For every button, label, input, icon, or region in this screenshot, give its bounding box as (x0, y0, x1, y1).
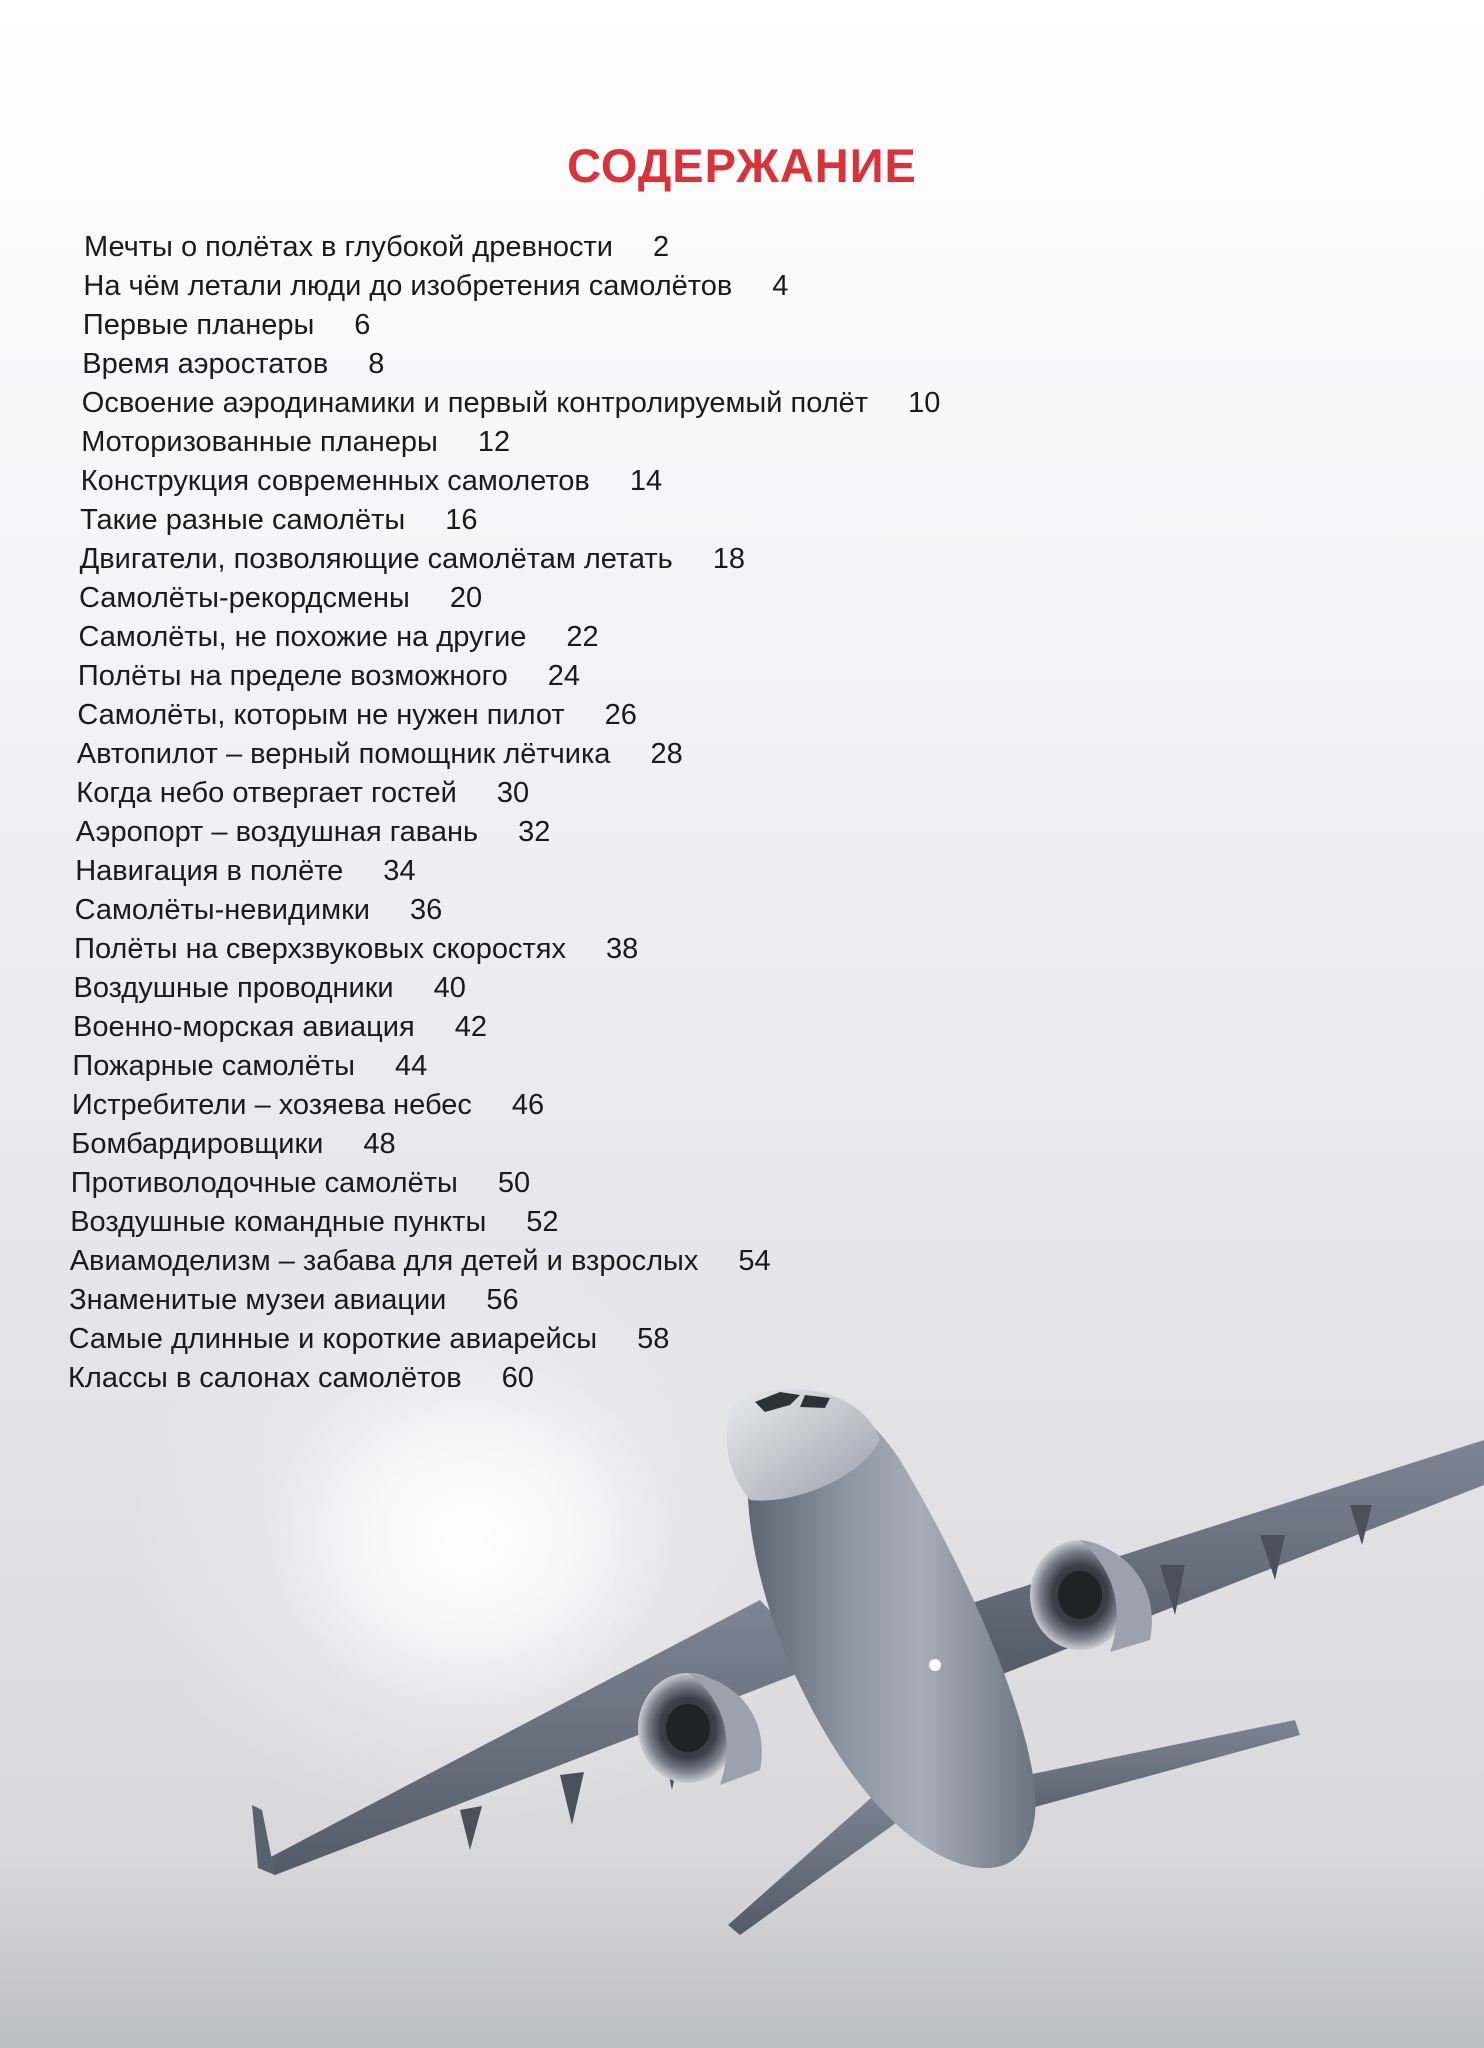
toc-entry-page-number: 10 (908, 387, 941, 419)
toc-entry (79, 618, 1139, 657)
toc-entry-page-number: 50 (497, 1167, 531, 1199)
toc-entry-title: Бомбардировщики (71, 1128, 324, 1160)
toc-entry (72, 1047, 1132, 1086)
toc-entry-title: Самолёты-невидимки (74, 894, 370, 926)
toc-entry-title: Двигатели, позволяющие самолётам летать (79, 543, 673, 575)
toc-entry-page-number: 16 (445, 504, 478, 536)
toc-entry-page-number: 28 (650, 738, 683, 770)
toc-entry (77, 696, 1137, 735)
toc-entry (78, 657, 1138, 696)
toc-entry-title: Такие разные самолёты (80, 504, 406, 536)
toc-entry (70, 1203, 1130, 1242)
toc-entry-page-number: 22 (566, 621, 599, 653)
toc-entry (71, 1164, 1131, 1203)
toc-entry (82, 384, 1142, 423)
toc-entry-title: Самые длинные и короткие авиарейсы (68, 1323, 598, 1355)
toc-entry (71, 1125, 1131, 1164)
page-title: СОДЕРЖАНИЕ (567, 139, 917, 192)
toc-entry (82, 345, 1142, 384)
toc-entry (81, 423, 1141, 462)
toc-entry-title: Истребители – хозяева небес (71, 1089, 472, 1121)
toc-entry-page-number: 42 (454, 1011, 487, 1043)
toc-entry-page-number: 6 (354, 309, 371, 341)
toc-entry (75, 891, 1135, 930)
toc-entry-page-number: 36 (409, 894, 443, 926)
toc-entry (77, 735, 1137, 774)
toc-entry-page-number: 60 (501, 1362, 534, 1394)
toc-entry (76, 813, 1136, 852)
toc-entry-title: Противолодочные самолёты (70, 1167, 458, 1199)
toc-entry-page-number: 30 (496, 777, 530, 809)
toc-entry-page-number: 14 (629, 465, 663, 497)
toc-entry (70, 1242, 1130, 1281)
toc-entry-title: На чём летали люди до изобретения самолётов (83, 270, 733, 302)
toc-entry-page-number: 58 (637, 1323, 670, 1355)
toc-entry-title: Моторизованные планеры (81, 426, 438, 458)
toc-entry (84, 228, 1144, 267)
toc-entry-title: Полёты на пределе возможного (77, 660, 508, 692)
toc-entry (80, 501, 1140, 540)
toc-entry-page-number: 34 (383, 855, 416, 887)
toc-entry (75, 852, 1135, 891)
toc-entry-title: Когда небо отвергает гостей (76, 777, 457, 809)
toc-entry (73, 1008, 1133, 1047)
toc-entry (79, 579, 1139, 618)
toc-entry (74, 930, 1134, 969)
toc-entry (69, 1320, 1129, 1359)
toc-entry (69, 1281, 1129, 1320)
toc-entry-title: Авиамоделизм – забава для детей и взрослых (69, 1245, 699, 1277)
toc-entry-page-number: 38 (605, 933, 639, 965)
toc-entry-page-number: 26 (604, 699, 637, 731)
toc-entry-page-number: 18 (712, 543, 746, 575)
toc-entry-page-number: 2 (653, 231, 670, 263)
toc-entry-title: Навигация в полёте (75, 855, 344, 887)
toc-entry (72, 1086, 1132, 1125)
toc-entry-page-number: 8 (368, 348, 385, 380)
toc-entry-page-number: 56 (486, 1284, 519, 1316)
toc-entry-title: Аэропорт – воздушная гавань (75, 816, 479, 848)
toc-entry-title: Самолёты-рекордсмены (79, 582, 410, 614)
toc-entry-page-number: 4 (772, 270, 789, 302)
toc-entry-title: Конструкция современных самолетов (80, 465, 590, 497)
toc-entry-title: Освоение аэродинамики и первый контролируемый полёт (81, 387, 869, 419)
toc-entry-title: Пожарные самолёты (72, 1050, 355, 1082)
toc-entry-title: Военно-морская авиация (73, 1011, 415, 1043)
table-of-contents (68, 228, 1144, 1398)
toc-entry-page-number: 40 (433, 972, 466, 1004)
toc-entry-page-number: 12 (477, 426, 511, 458)
toc-entry-title: Классы в салонах самолётов (68, 1362, 462, 1394)
toc-entry-title: Первые планеры (82, 309, 315, 341)
toc-entry-title: Время аэростатов (82, 348, 329, 380)
toc-entry-page-number: 32 (518, 816, 551, 848)
toc-entry-page-number: 24 (547, 660, 580, 692)
toc-entry-title: Самолёты, не похожие на другие (78, 621, 527, 653)
toc-entry (83, 306, 1143, 345)
toc-entry-page-number: 46 (511, 1089, 545, 1121)
toc-entry-title: Мечты о полётах в глубокой древности (84, 231, 614, 263)
toc-entry-page-number: 54 (738, 1245, 771, 1277)
toc-entry-title: Знаменитые музеи авиации (69, 1284, 447, 1316)
toc-entry-page-number: 48 (363, 1128, 396, 1160)
toc-entry (68, 1359, 1128, 1398)
toc-entry-title: Самолёты, которым не нужен пилот (77, 699, 565, 731)
toc-entry-page-number: 52 (526, 1206, 559, 1238)
toc-entry-title: Воздушные командные пункты (70, 1206, 487, 1238)
toc-entry (83, 267, 1143, 306)
toc-entry-title: Автопилот – верный помощник лётчика (76, 738, 611, 770)
toc-entry (80, 540, 1140, 579)
toc-entry (81, 462, 1141, 501)
toc-entry (76, 774, 1136, 813)
toc-entry (74, 969, 1134, 1008)
toc-entry-page-number: 20 (449, 582, 483, 614)
toc-entry-page-number: 44 (394, 1050, 428, 1082)
toc-entry-title: Воздушные проводники (73, 972, 394, 1004)
toc-entry-title: Полёты на сверхзвуковых скоростях (74, 933, 566, 965)
